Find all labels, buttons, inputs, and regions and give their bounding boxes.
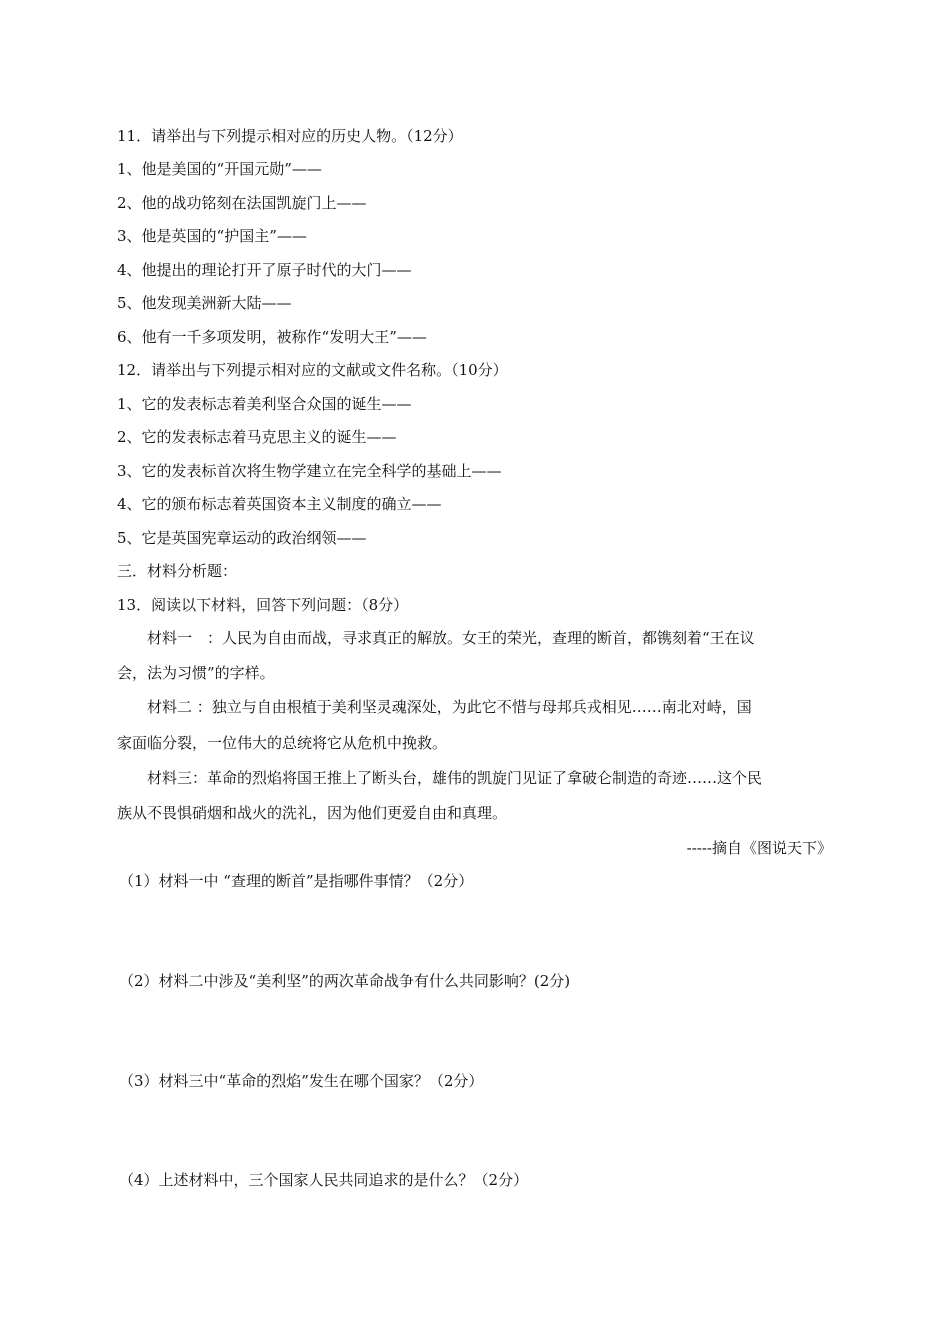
- q12-item-2: 2、它的发表标志着马克思主义的诞生——: [117, 428, 397, 446]
- material1-line2: 会，法为习惯”的字样。: [117, 664, 275, 682]
- material2-line1: 材料二 ：独立与自由根植于美利坚灵魂深处，为此它不惜与母邦兵戎相见……南北对峙，国: [147, 698, 752, 716]
- q11-item-6: 6、他有一千多项发明，被称作“发明大王”——: [117, 328, 427, 346]
- q13-subquestion-3: （3）材料三中“革命的烈焰”发生在哪个国家？（2分）: [119, 1072, 484, 1090]
- q11-title: 11．请举出与下列提示相对应的历史人物。（12分）: [117, 127, 463, 145]
- q12-item-4: 4、它的颁布标志着英国资本主义制度的确立——: [117, 495, 442, 513]
- q11-item-5: 5、他发现美洲新大陆——: [117, 294, 292, 312]
- material3-line2: 族从不畏惧硝烟和战火的洗礼，因为他们更爱自由和真理。: [117, 804, 508, 822]
- q11-item-2: 2、他的战功铭刻在法国凯旋门上——: [117, 194, 367, 212]
- q11-item-1: 1、他是美国的“开国元勋”——: [117, 160, 322, 178]
- material1-line1: 材料一 ：人民为自由而战，寻求真正的解放。女王的荣光，查理的断首，都镌刻着“王在议: [147, 629, 755, 647]
- q12-item-3: 3、它的发表标首次将生物学建立在完全科学的基础上——: [117, 462, 502, 480]
- q13-title: 13．阅读以下材料，回答下列问题：（8分）: [117, 596, 409, 614]
- material2-line2: 家面临分裂，一位伟大的总统将它从危机中挽救。: [117, 734, 448, 752]
- q13-subquestion-2: （2）材料二中涉及“美利坚”的两次革命战争有什么共同影响？(2分): [119, 972, 571, 990]
- q13-subquestion-4: （4）上述材料中，三个国家人民共同追求的是什么？（2分）: [119, 1171, 529, 1189]
- section3-heading: 三．材料分析题：: [117, 562, 238, 580]
- q12-title: 12．请举出与下列提示相对应的文献或文件名称。（10分）: [117, 361, 508, 379]
- material3-line1: 材料三：革命的烈焰将国王推上了断头台，雄伟的凯旋门见证了拿破仑制造的奇迹……这个民: [147, 769, 763, 787]
- q12-item-5: 5、它是英国宪章运动的政治纲领——: [117, 529, 367, 547]
- q12-item-1: 1、它的发表标志着美利坚合众国的诞生——: [117, 395, 412, 413]
- material-source: -----摘自《图说天下》: [686, 839, 832, 857]
- q11-item-4: 4、他提出的理论打开了原子时代的大门——: [117, 261, 412, 279]
- q13-subquestion-1: （1）材料一中 “查理的断首”是指哪件事情？（2分）: [119, 872, 474, 890]
- q11-item-3: 3、他是英国的“护国主”——: [117, 227, 307, 245]
